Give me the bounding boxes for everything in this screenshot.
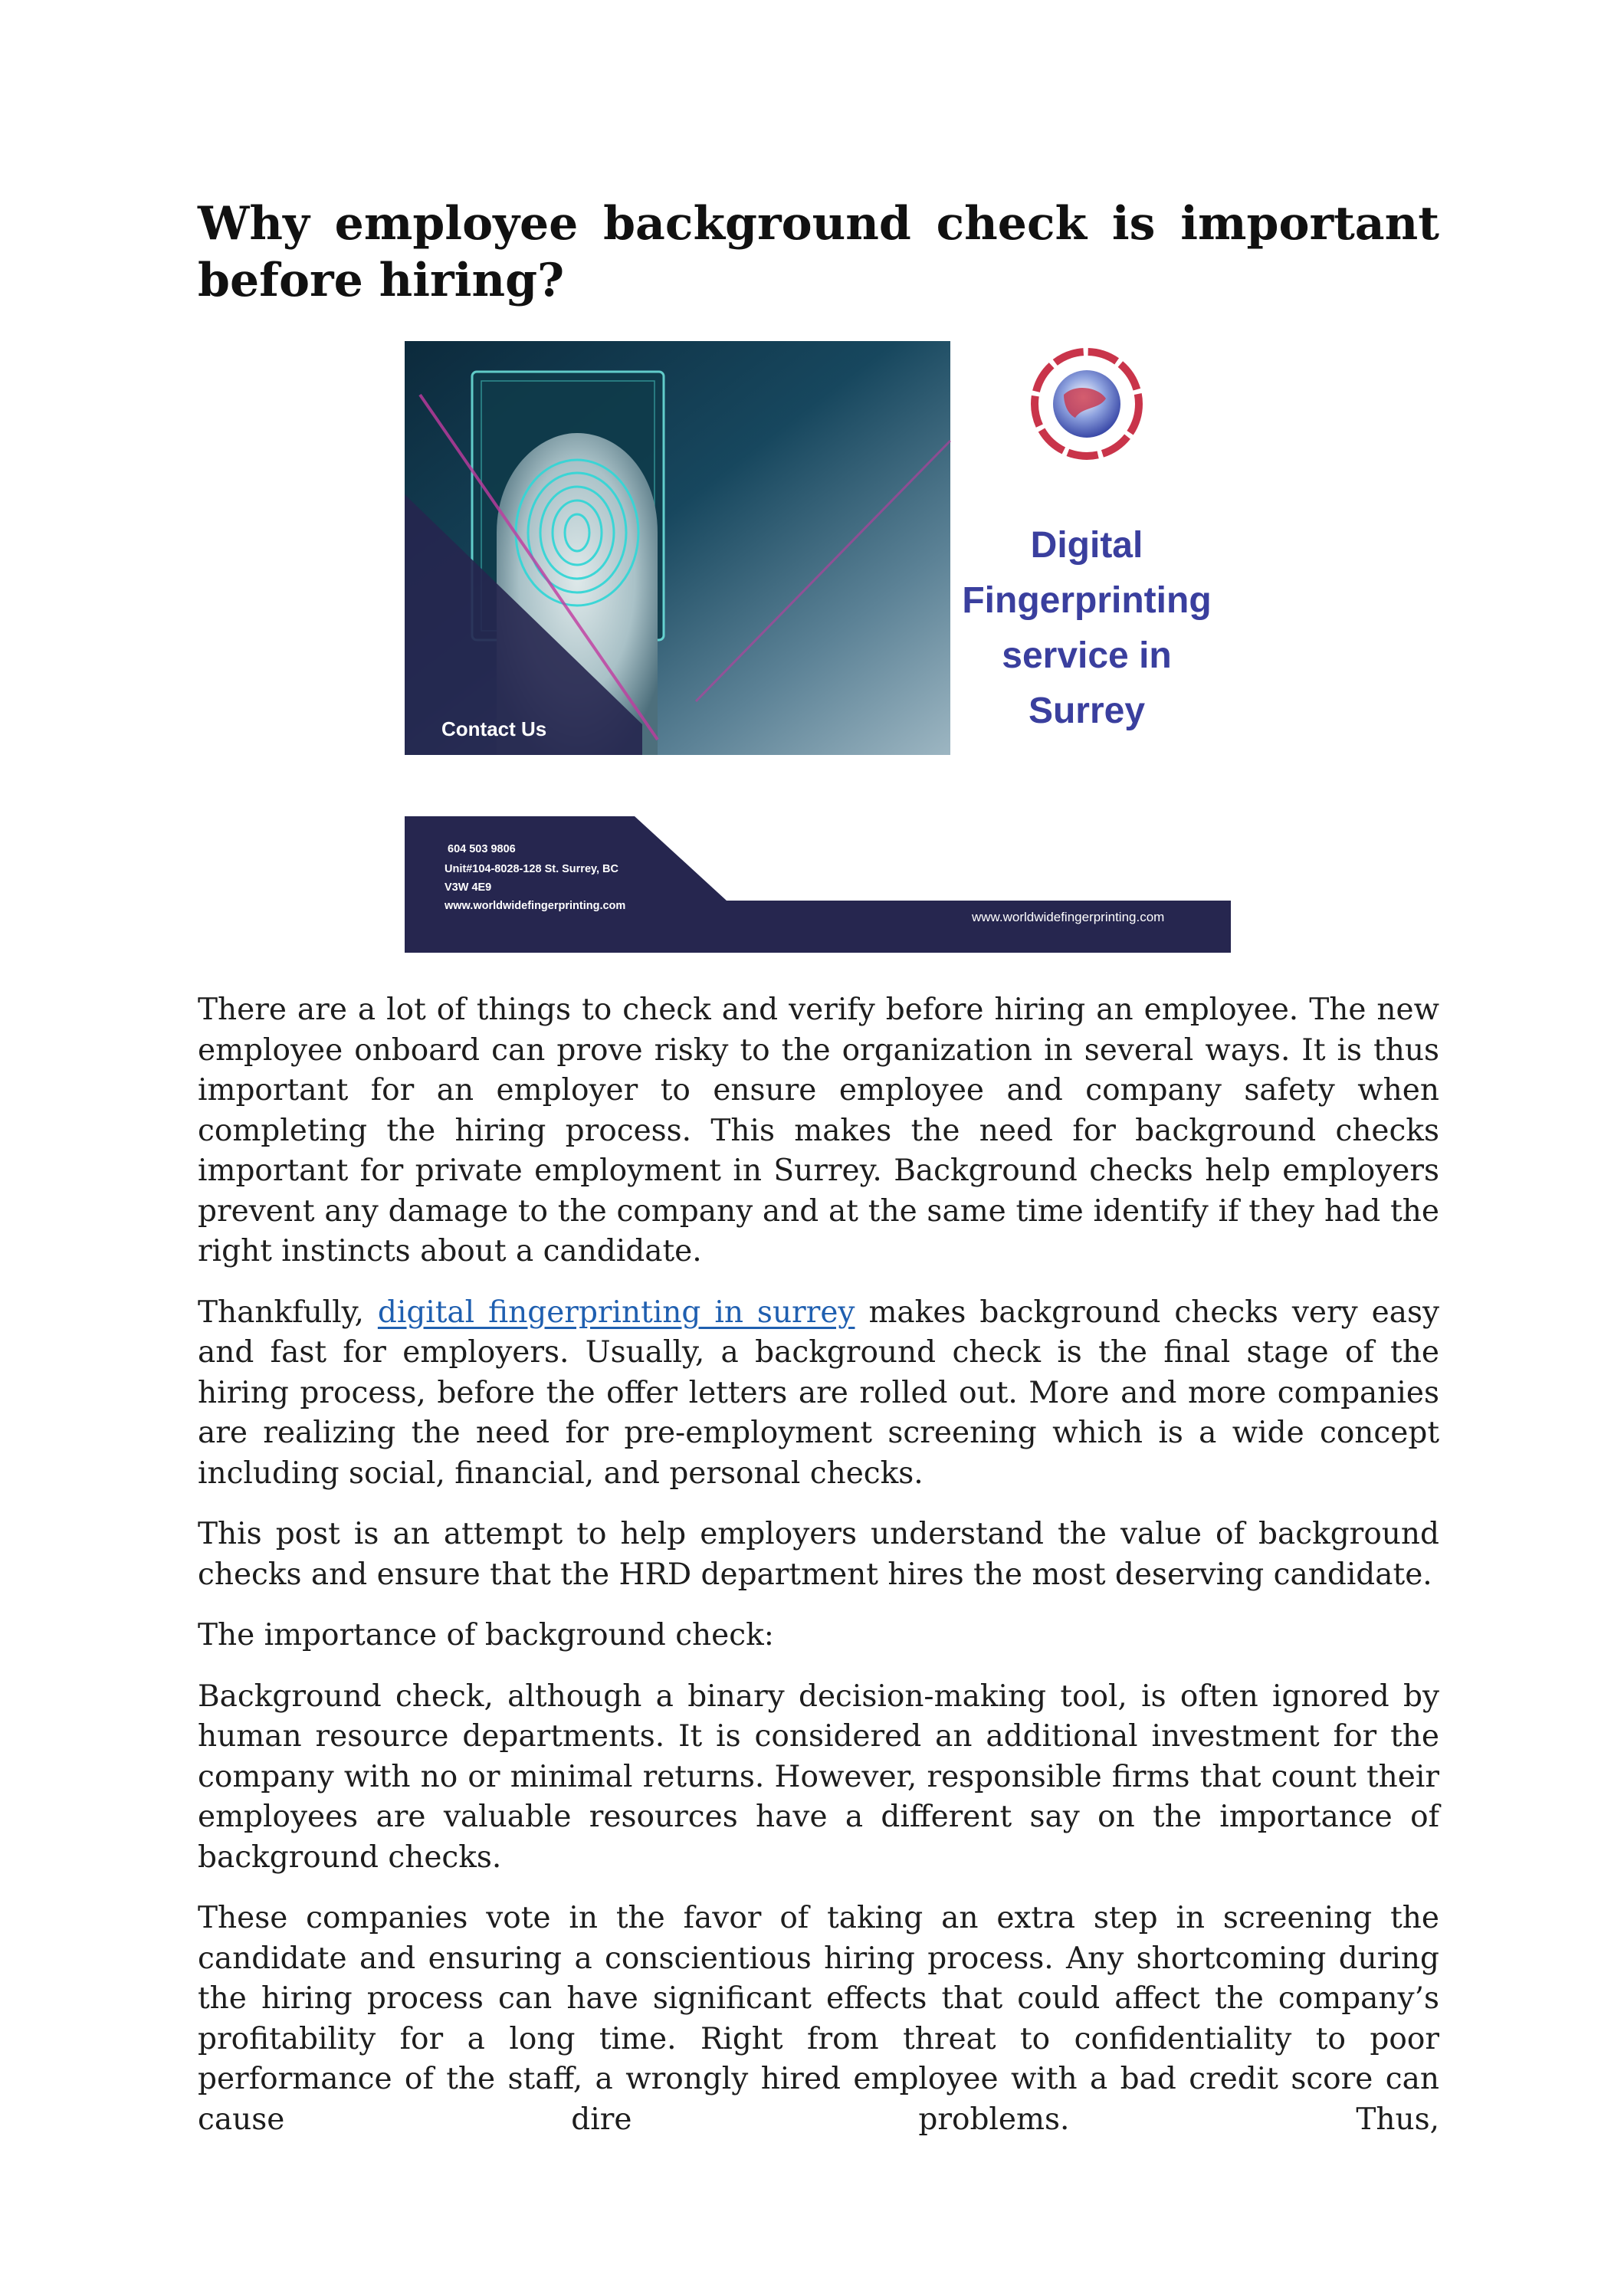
section-subheading: The importance of background check: bbox=[198, 1618, 774, 1652]
digital-fingerprinting-link[interactable]: digital fingerprinting in surrey bbox=[377, 1295, 855, 1330]
paragraph-2-rest: makes background checks very easy and fast for employers. Usually, a background check is the final stage of the hiring process, before the offer letters are rolled out. More and more companies are realizing the need for pre-employment screening which is a wide concept including social, financial, and personal checks. bbox=[198, 1295, 1440, 1491]
paragraph-2 bbox=[198, 1293, 1439, 1495]
contact-address: Unit#104-8028-128 St. Surrey, BC bbox=[445, 863, 619, 875]
headline-line-1: Digital bbox=[1030, 525, 1143, 566]
headline-line-2: Fingerprinting bbox=[962, 580, 1212, 621]
contact-postal-code: V3W 4E9 bbox=[445, 881, 492, 894]
headline-line-4: Surrey bbox=[1028, 691, 1146, 731]
banner-figure-area bbox=[198, 309, 1439, 953]
contact-phone: 604 503 9806 bbox=[448, 843, 516, 855]
contact-band bbox=[405, 816, 1231, 953]
footer-url: www.worldwidefingerprinting.com bbox=[972, 910, 1165, 924]
company-logo bbox=[1035, 352, 1139, 456]
article-body bbox=[198, 990, 1439, 2161]
paragraph-5: Background check, although a binary decision-making tool, is often ignored by human resource departments. It is considered an additional investment for the company with no or minimal returns. However, responsible firms that count their employees are valuable resources have a different say on the importance of background checks. bbox=[198, 1679, 1439, 1875]
document-page bbox=[198, 195, 1440, 2137]
contact-heading: Contact Us bbox=[441, 717, 547, 740]
paragraph-3: This post is an attempt to help employers understand the value of background checks and ensure that the HRD department hires the most deserving candidate. bbox=[198, 1517, 1439, 1592]
article-title: Why employee background check is important before hiring? bbox=[198, 197, 1439, 307]
headline-line-3: service in bbox=[1002, 635, 1172, 676]
paragraph-6: These companies vote in the favor of taking an extra step in screening the candidate and ensuring a conscientious hiring process. Any shortcoming during the hiring process can have significant effects that could affect the company’s profitability for a long time. Right from threat to confidentiality to poor performance of the staff, a wrongly hired employee with a bad credit score can cause dire problems. Thus, bbox=[198, 1901, 1439, 2137]
contact-website: www.worldwidefingerprinting.com bbox=[445, 900, 626, 912]
paragraph-1: There are a lot of things to check and verify before hiring an employee. The new employee onboard can prove risky to the organization in several ways. It is thus important for an employer to ensure employee and company safety when completing the hiring process. This makes the need for background checks important for private employment in Surrey. Background checks help employers prevent any damage to the company and at the same time identify if they had the right instincts about a candidate. bbox=[198, 993, 1439, 1268]
paragraph-2-lead: Thankfully, bbox=[198, 1295, 378, 1330]
fingerprinting-banner-image bbox=[405, 341, 1231, 953]
